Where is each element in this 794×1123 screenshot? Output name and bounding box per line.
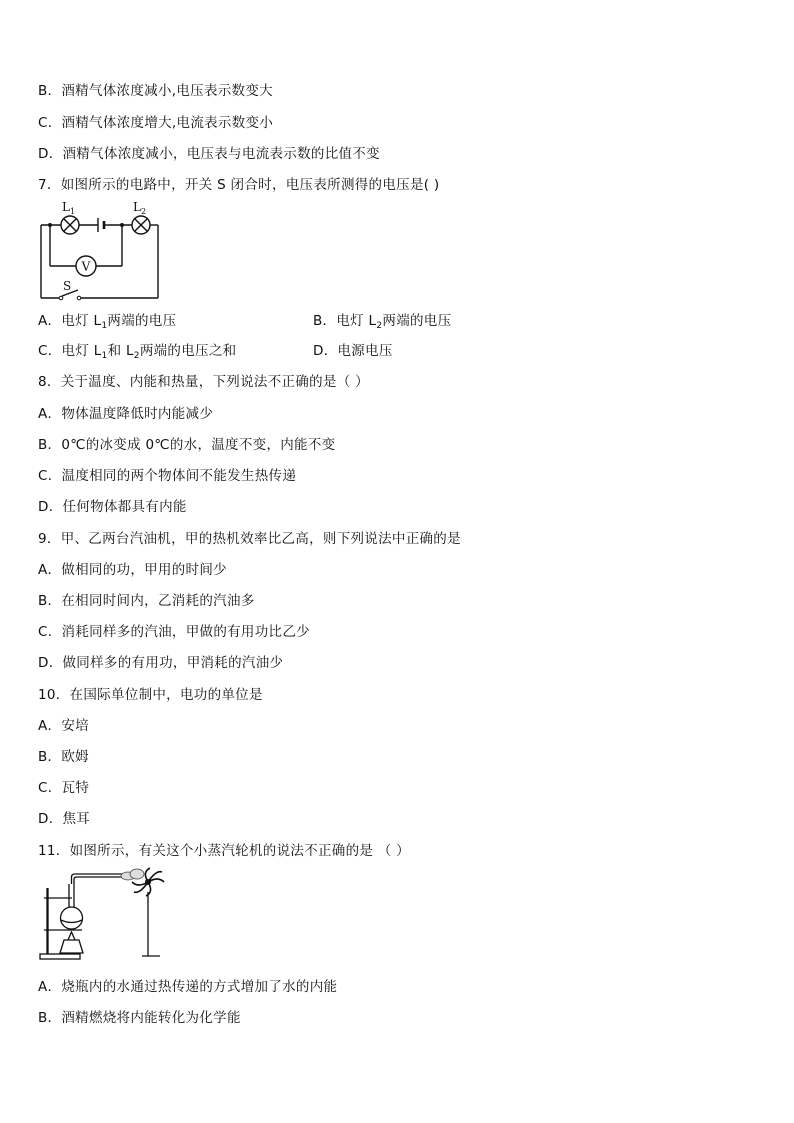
q8-option-b: B．0℃的冰变成 0℃的水，温度不变，内能不变 <box>38 437 336 453</box>
q11-stem: 11．如图所示，有关这个小蒸汽轮机的说法不正确的是 （ ） <box>38 843 410 859</box>
q11-option-a: A．烧瓶内的水通过热传递的方式增加了水的内能 <box>38 979 338 995</box>
q9-option-d: D．做同样多的有用功，甲消耗的汽油少 <box>38 655 284 671</box>
q8-option-c: C．温度相同的两个物体间不能发生热传递 <box>38 468 297 484</box>
q6-option-c: C．酒精气体浓度增大,电流表示数变小 <box>38 115 274 131</box>
q7-option-c: C．电灯 $L_1$和 $L_2$两端的电压之和 <box>38 343 237 361</box>
q11-steam-turbine-figure <box>38 868 172 964</box>
q6-option-d: D．酒精气体浓度减小，电压表与电流表示数的比值不变 <box>38 146 380 162</box>
svg-text:L2: $L_2$ <box>133 200 147 216</box>
q9-option-a: A．做相同的功，甲用的时间少 <box>38 562 227 578</box>
q10-stem: 10．在国际单位制中，电功的单位是 <box>38 687 263 703</box>
q9-option-c: C．消耗同样多的汽油，甲做的有用功比乙少 <box>38 624 310 640</box>
q7-circuit-diagram <box>36 198 166 302</box>
q9-stem: 9．甲、乙两台汽油机，甲的热机效率比乙高，则下列说法中正确的是 <box>38 531 461 547</box>
q10-option-d: D．焦耳 <box>38 811 91 827</box>
q7-option-a: A．电灯 $L_1$两端的电压 <box>38 313 177 331</box>
q10-option-b: B．欧姆 <box>38 749 89 765</box>
q7-option-b: B．电灯 $L_2$两端的电压 <box>313 313 452 331</box>
voltmeter-label: V <box>81 259 91 274</box>
q8-option-d: D．任何物体都具有内能 <box>38 499 187 515</box>
q8-option-a: A．物体温度降低时内能减少 <box>38 406 214 422</box>
q8-stem: 8．关于温度、内能和热量，下列说法不正确的是（ ） <box>38 374 369 390</box>
lamp-l1-label: L <box>62 200 70 214</box>
switch-label: S <box>63 279 72 293</box>
svg-text:L1: $L_1$ <box>62 200 76 216</box>
q11-option-b: B．酒精燃烧将内能转化为化学能 <box>38 1010 241 1026</box>
lamp-l2-label: L <box>133 200 141 214</box>
q10-option-a: A．安培 <box>38 718 89 734</box>
lamp-l1-icon <box>61 216 79 234</box>
q6-option-b: B．酒精气体浓度减小,电压表示数变大 <box>38 83 273 99</box>
q9-option-b: B．在相同时间内，乙消耗的汽油多 <box>38 593 255 609</box>
q7-stem: 7．如图所示的电路中，开关 S 闭合时，电压表所测得的电压是( ) <box>38 177 440 193</box>
steam-icon <box>121 869 144 880</box>
lamp-l2-icon <box>132 216 150 234</box>
q10-option-c: C．瓦特 <box>38 780 90 796</box>
q7-option-d: D．电源电压 <box>313 343 393 359</box>
